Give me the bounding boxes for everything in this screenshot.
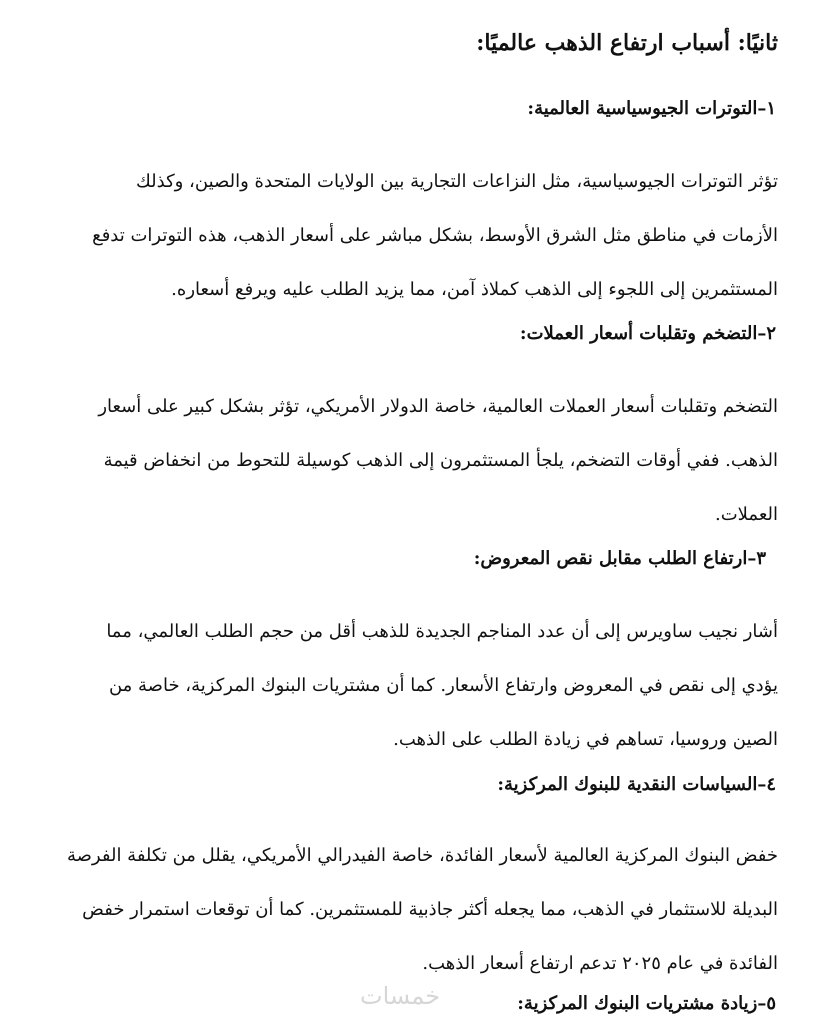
paragraph-line: العملات. <box>715 504 778 525</box>
paragraph-line: التضخم وتقلبات أسعار العملات العالمية، خاصة الدولار الأمريكي، تؤثر بشكل كبير على أسعار <box>98 396 778 417</box>
paragraph-line: أشار نجيب ساويرس إلى أن عدد المناجم الجديدة للذهب أقل من حجم الطلب العالمي، مما <box>106 621 778 642</box>
paragraph-line: الذهب. ففي أوقات التضخم، يلجأ المستثمرون إلى الذهب كوسيلة للتحوط من انخفاض قيمة <box>103 450 778 471</box>
section-heading-5: ٥–زيادة مشتريات البنوك المركزية: <box>517 993 776 1014</box>
section-paragraph-3 <box>40 605 778 767</box>
paragraph-line: المستثمرين إلى اللجوء إلى الذهب كملاذ آمن، مما يزيد الطلب عليه ويرفع أسعاره. <box>171 279 778 300</box>
section-paragraph-1 <box>40 155 778 317</box>
section-paragraph-4 <box>40 829 778 991</box>
section-heading-4: ٤–السياسات النقدية للبنوك المركزية: <box>497 774 776 795</box>
paragraph-line: البديلة للاستثمار في الذهب، مما يجعله أكثر جاذبية للمستثمرين. كما أن توقعات استمرار خفض <box>82 899 778 920</box>
paragraph-line: خفض البنوك المركزية العالمية لأسعار الفائدة، خاصة الفيدرالي الأمريكي، يقلل من تكلفة الفرصة <box>67 845 778 866</box>
paragraph-line: تؤثر التوترات الجيوسياسية، مثل النزاعات التجارية بين الولايات المتحدة والصين، وكذلك <box>135 171 778 192</box>
paragraph-line: الأزمات في مناطق مثل الشرق الأوسط، بشكل مباشر على أسعار الذهب، هذه التوترات تدفع <box>92 225 778 246</box>
paragraph-line: الفائدة في عام ٢٠٢٥ تدعم ارتفاع أسعار الذهب. <box>422 953 778 974</box>
paragraph-line: الصين وروسيا، تساهم في زيادة الطلب على الذهب. <box>393 729 778 750</box>
main-heading: ثانيًا: أسباب ارتفاع الذهب عالميًا: <box>476 30 778 56</box>
paragraph-line: يؤدي إلى نقص في المعروض وارتفاع الأسعار. كما أن مشتريات البنوك المركزية، خاصة من <box>108 675 778 696</box>
section-heading-3: ٣–ارتفاع الطلب مقابل نقص المعروض: <box>473 548 766 569</box>
watermark-logo: خمسات <box>360 982 441 1010</box>
section-paragraph-2 <box>40 380 778 542</box>
section-heading-1: ١–التوترات الجيوسياسية العالمية: <box>527 98 776 119</box>
section-heading-2: ٢–التضخم وتقلبات أسعار العملات: <box>519 323 776 344</box>
